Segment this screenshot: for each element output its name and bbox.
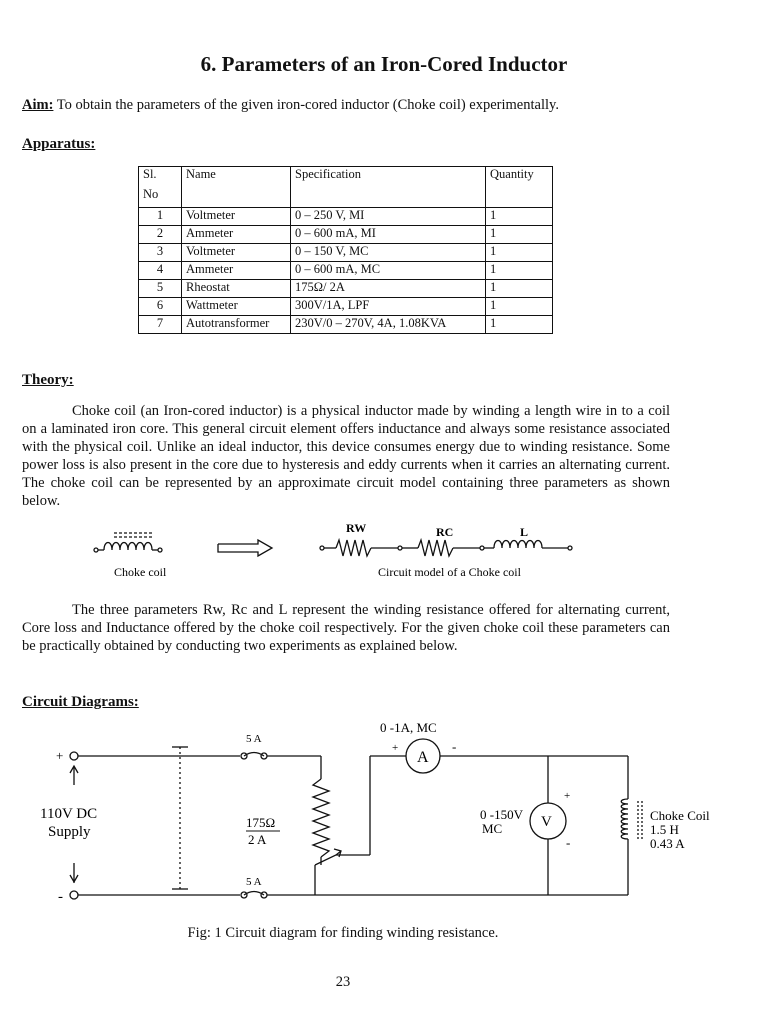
choke-coil-symbol: [94, 533, 162, 552]
cell-quantity: 1: [486, 208, 553, 226]
cell-specification: 230V/0 – 270V, 4A, 1.08KVA: [291, 316, 486, 334]
apparatus-table: [138, 166, 553, 334]
ammeter-minus: -: [452, 739, 457, 754]
choke-label-line2: 1.5 H: [650, 822, 679, 837]
supply-label-line2: Supply: [48, 824, 91, 840]
table-row: [139, 280, 553, 298]
transform-arrow: [218, 540, 272, 556]
choke-label-line1: Choke Coil: [650, 808, 710, 823]
circuit-model-symbol: [320, 540, 572, 556]
cell-specification: 0 – 600 mA, MC: [291, 262, 486, 280]
table-header-row: [139, 167, 553, 208]
circuit-wires: [70, 739, 642, 899]
rheostat-label-line2: 2 A: [248, 832, 267, 847]
cell-name: Ammeter: [182, 226, 291, 244]
table-row: [139, 226, 553, 244]
fuse-top-label: 5 A: [246, 733, 262, 745]
voltmeter-symbol: V: [541, 814, 552, 830]
cell-quantity: 1: [486, 316, 553, 334]
header-sl: Sl. No: [139, 167, 182, 208]
aim-label: Aim:: [22, 97, 54, 113]
cell-sl: 2: [139, 226, 182, 244]
cell-quantity: 1: [486, 298, 553, 316]
choke-model-figure: [80, 520, 600, 582]
parameters-paragraph: The three parameters Rw, Rc and L represent the winding resistance offered for alternating current, Core loss and Inductance offered by the choke coil respectively. For the given choke coil these parameters can be practically obtained by conducting two experiments as explained below.: [22, 602, 670, 654]
table-row: [139, 262, 553, 280]
cell-specification: 0 – 250 V, MI: [291, 208, 486, 226]
aim-text: To obtain the parameters of the given iron-cored inductor (Choke coil) experimentally.: [56, 97, 559, 113]
cell-name: Voltmeter: [182, 208, 291, 226]
header-specification: Specification: [291, 167, 486, 208]
cell-sl: 5: [139, 280, 182, 298]
cell-specification: 300V/1A, LPF: [291, 298, 486, 316]
cell-name: Wattmeter: [182, 298, 291, 316]
figure-caption: Fig: 1 Circuit diagram for finding winding resistance.: [187, 925, 499, 941]
supply-plus: +: [56, 748, 64, 763]
ammeter-plus: +: [392, 742, 399, 754]
apparatus-heading: Apparatus:: [22, 136, 96, 152]
supply-minus: -: [58, 889, 63, 905]
voltmeter-minus: -: [566, 835, 571, 850]
header-name: Name: [182, 167, 291, 208]
rw-label: RW: [346, 521, 367, 535]
l-label: L: [520, 525, 529, 539]
rheostat-label-line1: 175Ω: [246, 815, 276, 830]
cell-name: Ammeter: [182, 262, 291, 280]
cell-sl: 6: [139, 298, 182, 316]
circuit-diagram: [40, 715, 740, 915]
cell-name: Autotransformer: [182, 316, 291, 334]
table-row: [139, 244, 553, 262]
ammeter-symbol: A: [417, 749, 429, 766]
ammeter-rating: 0 -1A, MC: [380, 720, 437, 735]
cell-sl: 3: [139, 244, 182, 262]
cell-specification: 175Ω/ 2A: [291, 280, 486, 298]
theory-heading: Theory:: [22, 372, 74, 388]
supply-label-line1: 110V DC: [40, 806, 98, 822]
cell-sl: 4: [139, 262, 182, 280]
circuit-model-label: Circuit model of a Choke coil: [378, 565, 521, 579]
cell-quantity: 1: [486, 226, 553, 244]
page-number: 23: [335, 974, 351, 990]
cell-quantity: 1: [486, 280, 553, 298]
choke-coil-label: Choke coil: [114, 565, 167, 579]
table-row: [139, 316, 553, 334]
cell-name: Rheostat: [182, 280, 291, 298]
voltmeter-label-line2: MC: [482, 821, 503, 836]
cell-quantity: 1: [486, 262, 553, 280]
cell-name: Voltmeter: [182, 244, 291, 262]
cell-quantity: 1: [486, 244, 553, 262]
voltmeter-plus: +: [564, 790, 571, 802]
table-row: [139, 298, 553, 316]
fuse-bottom-label: 5 A: [246, 876, 262, 888]
cell-specification: 0 – 150 V, MC: [291, 244, 486, 262]
choke-label-line3: 0.43 A: [650, 836, 685, 851]
theory-paragraph: Choke coil (an Iron-cored inductor) is a physical inductor made by winding a length wire in to a coil on a laminated iron core. This general circuit element offers inductance and always some resistance associated with the physical coil. Unlike an ideal inductor, this device consumes energy due to winding resistance. Some power loss is also present in the core due to hysteresis and eddy currents when it carries an alternating current. The choke coil can be represented by an approximate circuit model containing three parameters as shown below.: [22, 403, 670, 509]
cell-sl: 1: [139, 208, 182, 226]
header-quantity: Quantity: [486, 167, 553, 208]
voltmeter-label-line1: 0 -150V: [480, 807, 523, 822]
table-row: [139, 208, 553, 226]
rc-label: RC: [436, 525, 454, 539]
cell-specification: 0 – 600 mA, MI: [291, 226, 486, 244]
aim-line: [22, 96, 722, 115]
page-title: 6. Parameters of an Iron-Cored Inductor: [200, 52, 568, 76]
cell-sl: 7: [139, 316, 182, 334]
circuit-heading: Circuit Diagrams:: [22, 694, 139, 710]
